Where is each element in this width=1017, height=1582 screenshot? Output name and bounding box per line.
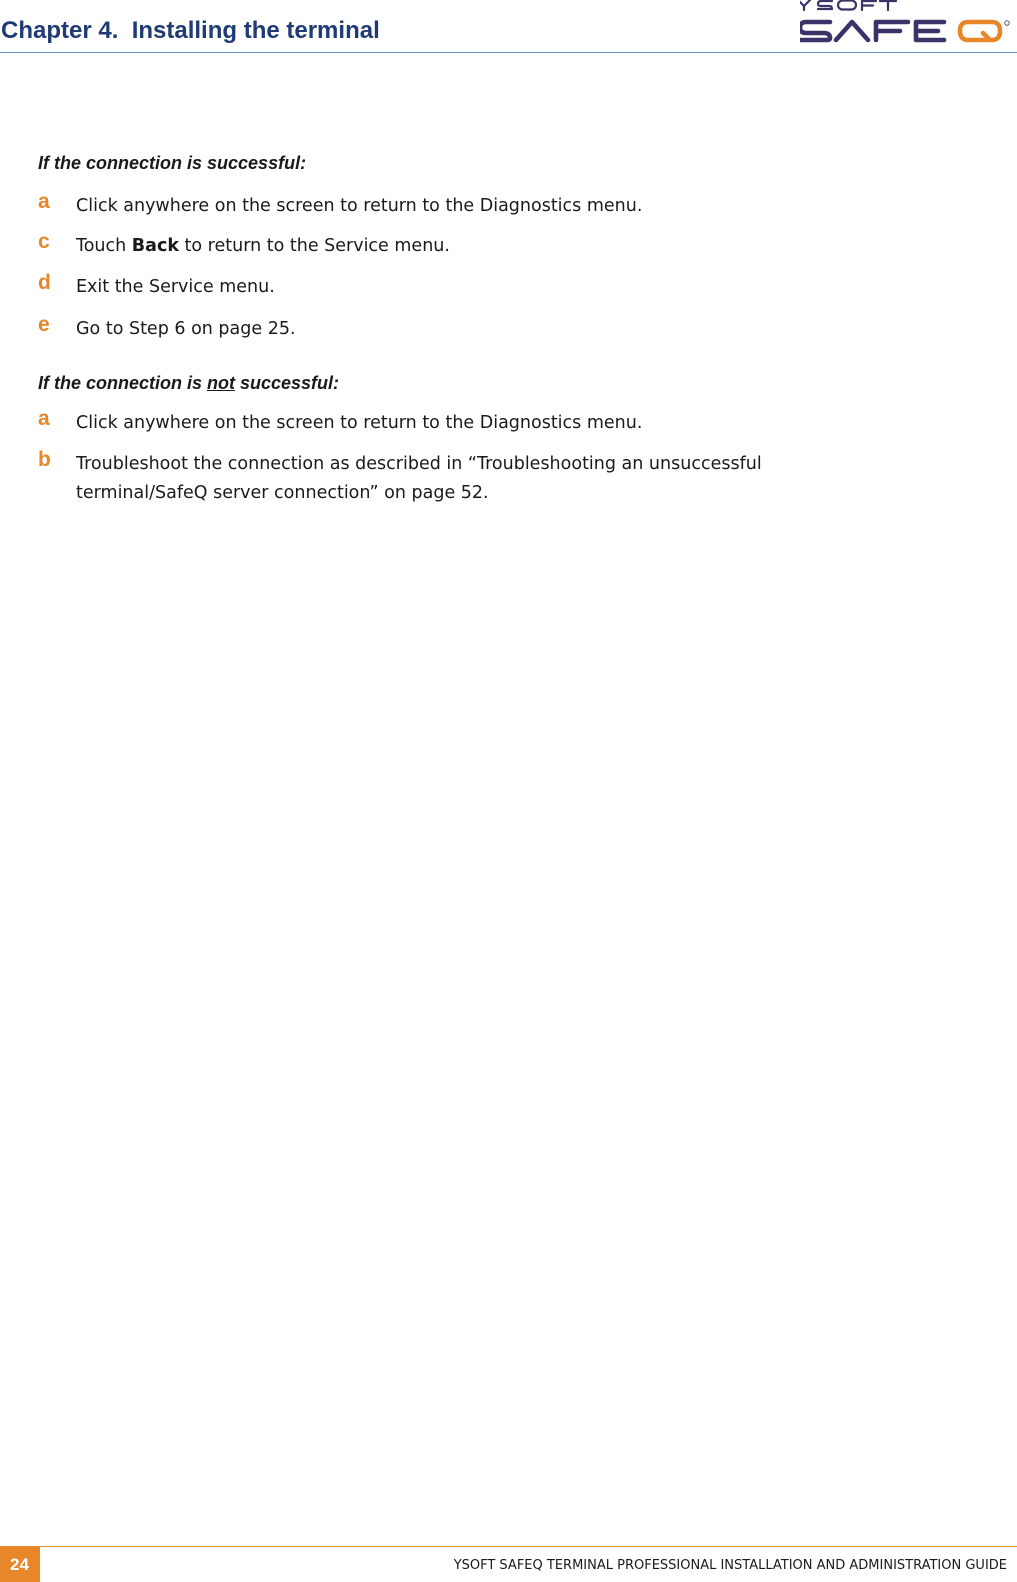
back-button-reference: Back bbox=[131, 236, 179, 256]
section-heading-not-successful bbox=[38, 373, 339, 394]
page-number: 24 bbox=[10, 1555, 29, 1574]
step-letter: a bbox=[38, 407, 50, 430]
step-text bbox=[76, 232, 836, 261]
step-text: Click anywhere on the screen to return to the Diagnostics menu. bbox=[76, 196, 643, 216]
heading-text-before: If the connection is bbox=[38, 373, 208, 393]
step-text-after: to return to the Service menu. bbox=[178, 236, 450, 256]
ysoft-wordmark bbox=[800, 0, 896, 10]
footer-divider bbox=[0, 1546, 1017, 1547]
step-letter: b bbox=[38, 448, 51, 471]
step-text: Go to Step 6 on page 25. bbox=[76, 319, 296, 339]
step-letter: e bbox=[38, 313, 50, 336]
step-text-before: Touch bbox=[76, 236, 132, 256]
step-letter: d bbox=[38, 271, 51, 294]
header-divider bbox=[0, 52, 1017, 53]
page-number-badge bbox=[0, 1547, 40, 1582]
step-text bbox=[76, 450, 836, 508]
ysoft-safeq-logo bbox=[800, 0, 1012, 48]
step-text: Click anywhere on the screen to return to the Diagnostics menu. bbox=[76, 413, 643, 433]
step-text-line2: terminal/SafeQ server connection” on page 52. bbox=[76, 483, 489, 503]
page-header bbox=[0, 0, 1017, 54]
step-text-line1: Troubleshoot the connection as described in “Troubleshooting an unsuccessful bbox=[76, 454, 762, 474]
step-text: Exit the Service menu. bbox=[76, 277, 275, 297]
step-letter: a bbox=[38, 190, 50, 213]
heading-text-after: successful: bbox=[235, 373, 340, 393]
chapter-title: Chapter 4. Installing the terminal bbox=[1, 17, 380, 44]
section-heading-successful: If the connection is successful: bbox=[38, 153, 307, 173]
safeq-wordmark bbox=[800, 22, 944, 40]
heading-emphasis-not: not bbox=[207, 373, 235, 393]
footer-guide-title: YSOFT SAFEQ TERMINAL PROFESSIONAL INSTALLATION AND ADMINISTRATION GUIDE bbox=[453, 1558, 1007, 1573]
step-letter: c bbox=[38, 230, 50, 253]
registered-icon bbox=[1005, 21, 1009, 25]
safeq-q-letter bbox=[960, 22, 1000, 40]
